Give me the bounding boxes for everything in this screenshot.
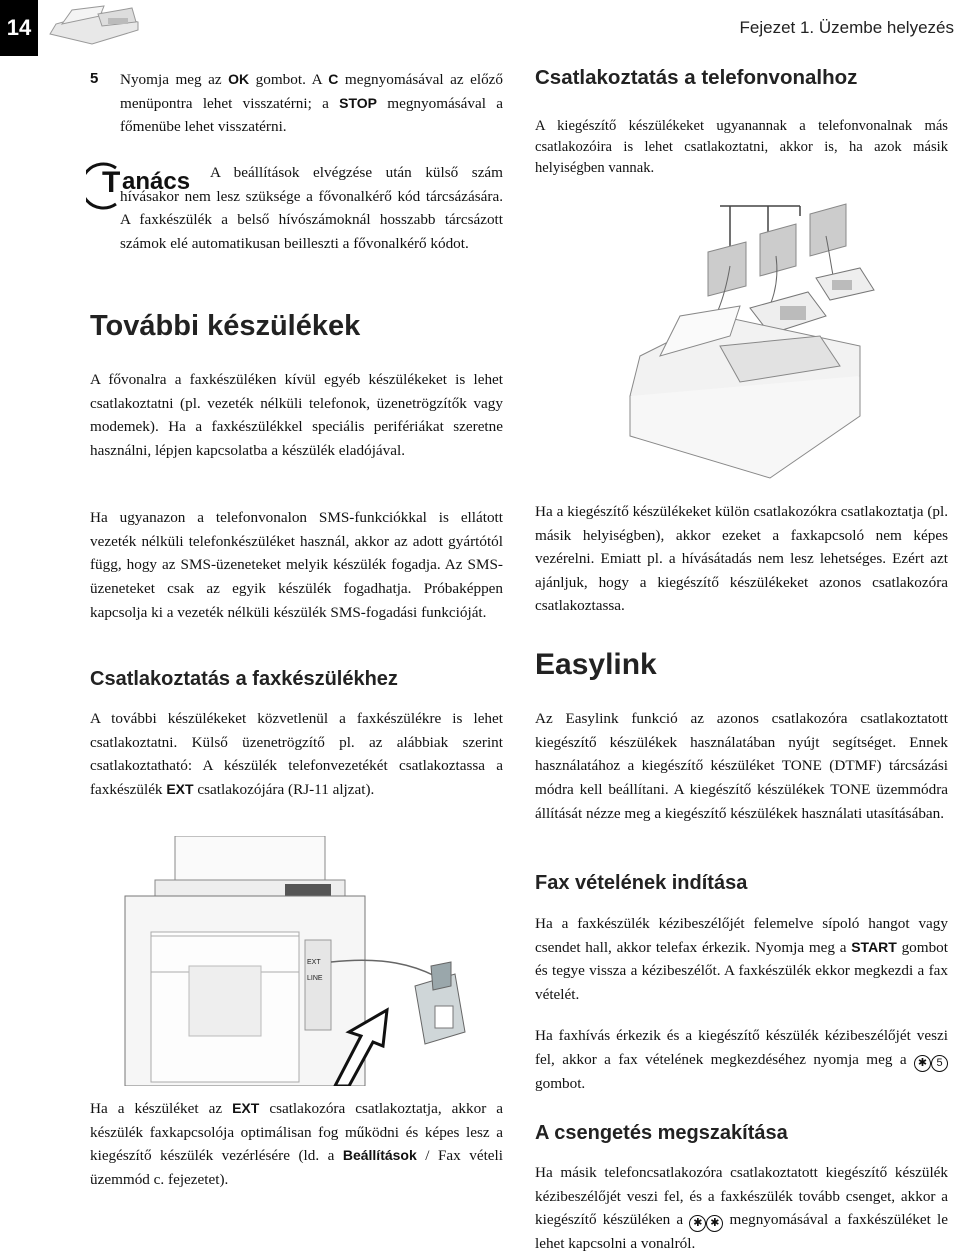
fax-connect-heading: Csatlakoztatás a faxkészülékhez bbox=[90, 668, 398, 690]
line-connect-p2: Ha a kiegészítő készülékeket külön csatlakozókra csatlakoztatja (pl. másik helyiségben), akkor ezeket a faxkapcsoló nem képes vezérelni. Emiatt pl. a hívásátadás nem lesz lehetséges. Ezért azt ajánljuk, hogy a kiegészítő készülékeket azonos csatlakozóra csatlakoztassa. bbox=[535, 503, 948, 614]
step-5-text bbox=[120, 68, 503, 139]
step-text-3: megnyomásával az előző menüpontra lehet visszatérni; a bbox=[120, 71, 504, 112]
easylink-heading: Easylink bbox=[535, 648, 657, 681]
settings-menu-label: Beállítások bbox=[342, 1147, 417, 1164]
page-number: 14 bbox=[0, 0, 38, 56]
ring-stop-p1b: megnyomásával a faxkészüléket le lehet kapcsolni a vonalról. bbox=[535, 1211, 948, 1253]
fax-connect-p2a: Ha a készüléket az bbox=[90, 1100, 233, 1117]
fax-with-cordless-phone-illustration bbox=[115, 836, 485, 1086]
star-key-icon: ✱ bbox=[914, 1055, 931, 1072]
ext-port-label-2: EXT bbox=[232, 1100, 260, 1116]
fax-connect-p2c: / Fax vételi üzemmód c. fejezetet). bbox=[90, 1147, 503, 1189]
ring-stop-p1a: Ha másik telefoncsatlakozóra csatlakoztatott kiegészítő készülék kézibeszélőjét veszi fel, és a faxkészülék tovább csenget, akkor a kiegészítő készüléken a bbox=[535, 1164, 948, 1229]
illus-line-label: LINE bbox=[307, 975, 323, 982]
tip-text-content: A beállítások elvégzése után külső szám hívásakor nem lesz szüksége a fővonalkérő kód tárcsázására. A faxkészülék a belső hívószámoknál hosszabb tárcsázott számok elé automatikusan beilleszti a fővonalkérő kódot. bbox=[120, 164, 503, 252]
further-devices-p1: A fővonalra a faxkészüléken kívül egyéb készülékeket is lehet csatlakoztatni (pl. vezeték nélküli telefonok, üzenetrögzítők vagy modemek). Ha a faxkészülékkel speciális perifériákat szeretne használni, lépjen kapcsolatba a készülék eladójával. bbox=[90, 371, 503, 460]
step-text-2: gombot. A bbox=[249, 71, 329, 88]
step-text-4: megnyomásával a főmenübe lehet visszatérni. bbox=[120, 94, 504, 136]
tip-word: anács bbox=[122, 168, 191, 195]
ring-stop-p1 bbox=[535, 1161, 948, 1256]
line-connect-p1: A kiegészítő készülékeket ugyanannak a telefonvonalnak más csatlakozóira is lehet csatlakoztatni, akkor is, ha azok másik helyiségben vannak. bbox=[535, 118, 948, 176]
chapter-title: Fejezet 1. Üzembe helyezés bbox=[739, 18, 954, 37]
header-fax-thumbnail bbox=[42, 4, 147, 50]
fax-receive-heading: Fax vételének indítása bbox=[535, 872, 748, 894]
tip-text bbox=[120, 161, 503, 255]
fax-connect-p1 bbox=[90, 707, 503, 802]
stop-key-label: STOP bbox=[339, 94, 377, 111]
further-devices-p2: Ha ugyanazon a telefonvonalon SMS-funkciókkal is ellátott vezeték nélküli telefonkészüléket használ, akkor az adott gyártótól függ, hogy az SMS-üzeneteket melyik készülék fogadja. Az SMS-üzeneteket csak az egyik készülék fogadhatja. Próbaképpen kapcsolja ki a vezeték nélküli készülék SMS-fogadási funkcióját. bbox=[90, 509, 503, 621]
easylink-p1: Az Easylink funkció az azonos csatlakozóra csatlakoztatott kiegészítő készülékek használatában nyújt segítséget. Ennek használatához a kiegészítő készüléket TONE (DTMF) tárcsázási módra kell beállítani. A kiegészítő készülékek TONE üzemmódra állítását nézze meg a kiegészítő készülékek használati utasításában. bbox=[535, 710, 948, 822]
fax-receive-p1a: Ha a faxkészülék kézibeszélőjét felemelve sípoló hangot vagy csendet hall, akkor telefax érkezik. Nyomja meg a bbox=[535, 915, 948, 956]
fax-receive-p1b: gombot és tegye vissza a kézibeszélőt. A faxkészülék ekkor megkezdi a fax vételét. bbox=[535, 938, 948, 1004]
further-devices-heading: További készülékek bbox=[90, 310, 361, 342]
fax-receive-p2a: Ha faxhívás érkezik és a kiegészítő készülék kézibeszélőjét veszi fel, akkor a fax vételének megkezdéséhez nyomja meg a bbox=[535, 1027, 948, 1068]
wall-sockets-phones-fax-illustration bbox=[620, 196, 890, 486]
fax-connect-p1a: A további készülékeket közvetlenül a faxkészülékre is lehet csatlakoztatni. Külső üzenetrögzítő pl. az alábbiak szerint csatlakoztatható: A készülék telefonvezetékét csatlakoztassa a faxkészülék bbox=[90, 710, 503, 799]
star-key-icon-2: ✱ bbox=[706, 1215, 723, 1232]
fax-receive-p2 bbox=[535, 1024, 948, 1095]
fax-connect-p2 bbox=[90, 1097, 503, 1192]
tip-letter: T bbox=[102, 166, 121, 199]
fax-connect-p2b: csatlakozóra csatlakoztatja, akkor a készülék faxkapcsolója optimálisan fog működni és képes lesz a kiegészítő készülék vezérlésére (ld. a bbox=[90, 1100, 504, 1165]
start-key-label: START bbox=[851, 938, 897, 955]
line-connect-heading: Csatlakoztatás a telefonvonalhoz bbox=[535, 66, 858, 89]
ext-port-label: EXT bbox=[166, 781, 194, 798]
star-key-icon-1: ✱ bbox=[689, 1215, 706, 1232]
fax-receive-p1 bbox=[535, 912, 948, 1007]
five-key-icon: 5 bbox=[931, 1055, 948, 1072]
fax-receive-p2b: gombot. bbox=[535, 1074, 586, 1092]
step-text-1: Nyomja meg az bbox=[120, 71, 229, 88]
step-number: 5 bbox=[90, 70, 99, 87]
illus-ext-label: EXT bbox=[307, 959, 321, 966]
fax-connect-p1b: csatlakozójára (RJ-11 aljzat). bbox=[193, 781, 375, 799]
ring-stop-heading: A csengetés megszakítása bbox=[535, 1122, 788, 1144]
c-key-label: C bbox=[328, 71, 339, 87]
ok-key-label: OK bbox=[228, 71, 250, 87]
